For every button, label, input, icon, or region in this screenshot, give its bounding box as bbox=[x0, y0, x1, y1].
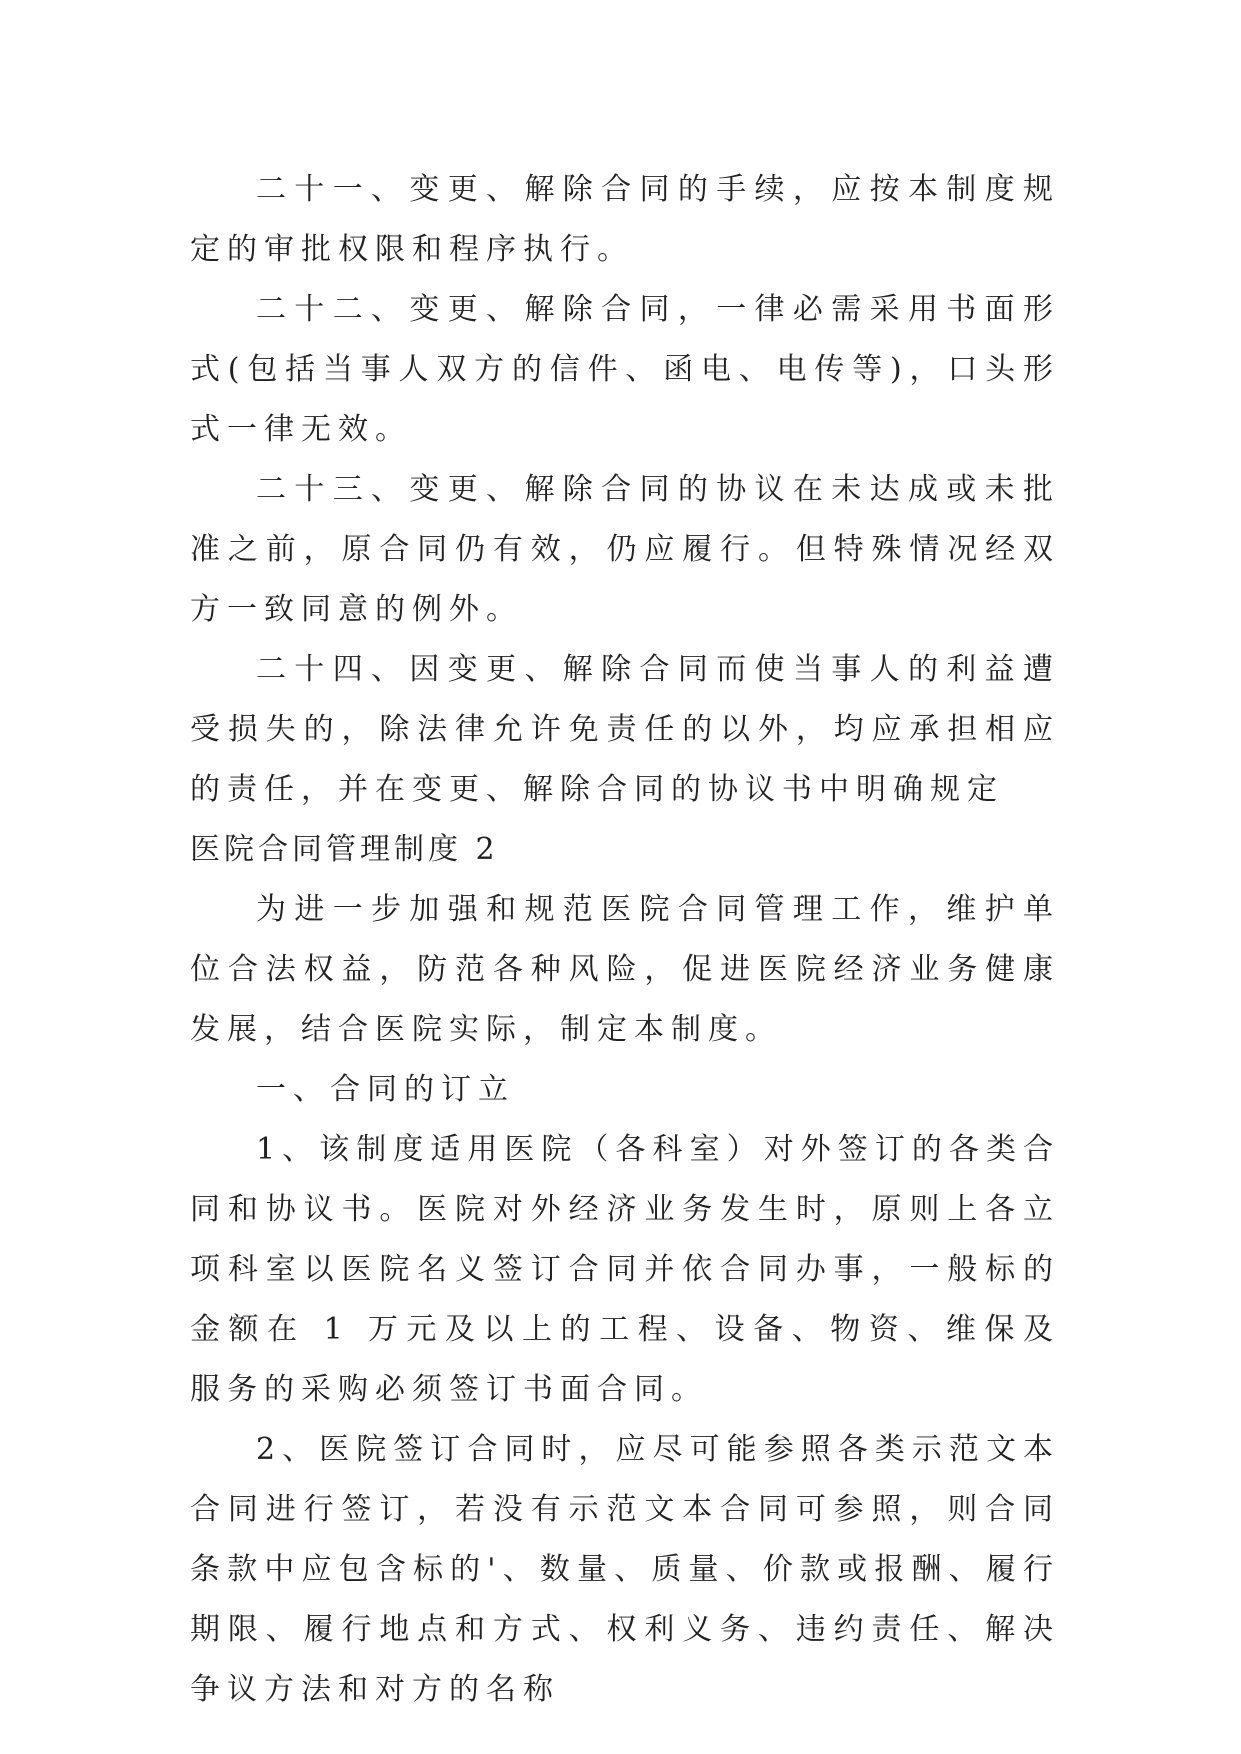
paragraph-clause-21: 二十一、变更、解除合同的手续，应按本制度规定的审批权限和程序执行。 bbox=[190, 172, 1060, 267]
document-body bbox=[190, 160, 1060, 1720]
paragraph-intro: 为进一步加强和规范医院合同管理工作，维护单位合法权益，防范各种风险，促进医院经济业务健康发展，结合医院实际，制定本制度。 bbox=[190, 892, 1060, 1047]
paragraph-clause-22: 二十二、变更、解除合同，一律必需采用书面形式(包括当事人双方的信件、函电、电传等)，口头形式一律无效。 bbox=[190, 292, 1060, 447]
paragraph-clause-23: 二十三、变更、解除合同的协议在未达成或未批准之前，原合同仍有效，仍应履行。但特殊情况经双方一致同意的例外。 bbox=[190, 472, 1060, 627]
paragraph-clause-24: 二十四、因变更、解除合同而使当事人的利益遭受损失的，除法律允许免责任的以外，均应承担相应的责任，并在变更、解除合同的协议书中明确规定 bbox=[190, 652, 1060, 807]
subheading-contract-formation: 一、合同的订立 bbox=[256, 1072, 515, 1107]
paragraph-item-2: 2、医院签订合同时，应尽可能参照各类示范文本合同进行签订，若没有示范文本合同可参照，则合同条款中应包含标的'、数量、质量、价款或报酬、履行期限、履行地点和方式、权利义务、违约责任、解决争议方法和对方的名称 bbox=[190, 1432, 1060, 1707]
section-title: 医院合同管理制度 2 bbox=[190, 832, 499, 867]
paragraph-item-1: 1、该制度适用医院（各科室）对外签订的各类合同和协议书。医院对外经济业务发生时，原则上各立项科室以医院名义签订合同并依合同办事，一般标的金额在 1 万元及以上的工程、设备、物资、维保及服务的采购必须签订书面合同。 bbox=[190, 1132, 1060, 1407]
